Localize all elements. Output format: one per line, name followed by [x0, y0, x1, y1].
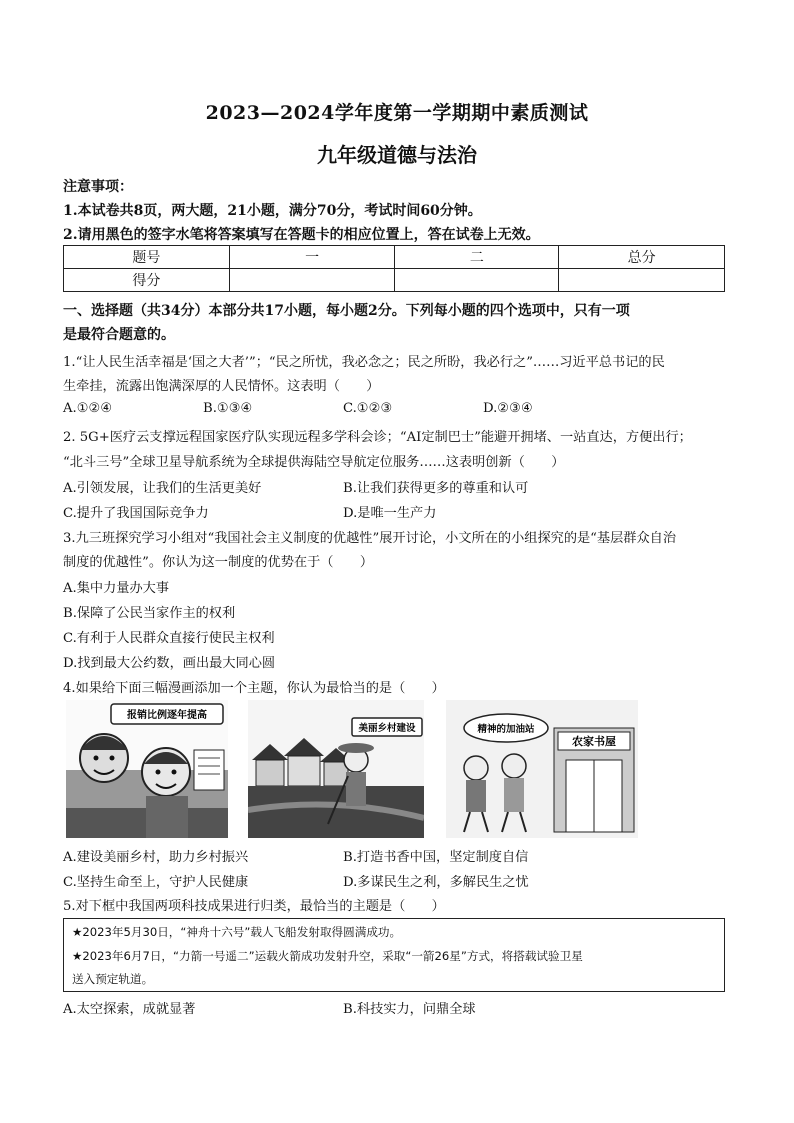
- q3-option-d[interactable]: D.找到最大公约数，画出最大同心圆: [63, 656, 276, 671]
- score-row-label: 得分: [64, 269, 230, 292]
- question-2-stem: 2. 5G+医疗云支撑远程国家医疗队实现远程多学科会诊；“AI定制巴士”能避开拥堵、一站直达，方便出行；: [63, 430, 692, 445]
- question-1-stem-cont: 生牵挂，流露出饱满深厚的人民情怀。这表明（ ）: [63, 379, 380, 394]
- q5-material-box: [63, 918, 725, 992]
- q1-option-a[interactable]: A.①②④: [63, 401, 113, 416]
- note-item: 2.请用黑色的签字水笔将答案填写在答题卡的相应位置上，答在试卷上无效。: [63, 227, 540, 243]
- q3-option-b[interactable]: B.保障了公民当家作主的权利: [63, 606, 236, 621]
- q1-option-c[interactable]: C.①②③: [343, 401, 393, 416]
- score-cell[interactable]: [559, 269, 725, 292]
- q4-option-d[interactable]: D.多谋民生之利，多解民生之忧: [343, 875, 529, 890]
- question-2-stem-cont: “北斗三号”全球卫星导航系统为全球提供海陆空导航定位服务……这表明创新（ ）: [63, 455, 565, 470]
- comic-label-medical: 报销比例逐年提高: [127, 710, 207, 721]
- comic-label-bookstore: 农家书屋: [572, 735, 616, 748]
- q5-material-line: 送入预定轨道。: [72, 972, 154, 986]
- comic-village-illustration: [248, 700, 424, 838]
- q3-option-a[interactable]: A.集中力量办大事: [63, 581, 170, 596]
- score-header: 题号: [64, 246, 230, 269]
- q2-option-c[interactable]: C.提升了我国国际竞争力: [63, 506, 209, 521]
- score-table: [63, 245, 725, 292]
- question-1-stem: 1.“让人民生活幸福是‘国之大者’”；“民之所忧，我必念之；民之所盼，我必行之”……习近平总书记的民: [63, 355, 665, 370]
- comic-bookstore-illustration: [446, 700, 638, 838]
- q2-option-a[interactable]: A.引领发展，让我们的生活更美好: [63, 481, 262, 496]
- q3-option-c[interactable]: C.有利于人民群众直接行使民主权利: [63, 631, 275, 646]
- q5-material-line: ★2023年5月30日，“神舟十六号”载人飞船发射取得圆满成功。: [72, 925, 402, 939]
- q5-option-b[interactable]: B.科技实力，问鼎全球: [343, 1002, 476, 1017]
- score-cell[interactable]: [395, 269, 559, 292]
- score-cell[interactable]: [229, 269, 395, 292]
- question-4-stem: 4.如果给下面三幅漫画添加一个主题，你认为最恰当的是（ ）: [63, 681, 445, 696]
- exam-title: 2023—2024学年度第一学期期中素质测试: [205, 102, 589, 124]
- note-item: 1.本试卷共8页，两大题，21小题，满分70分，考试时间60分钟。: [63, 203, 482, 219]
- comic-medical-illustration: [66, 700, 228, 838]
- comic-label-village: 美丽乡村建设: [358, 723, 416, 734]
- q5-option-a[interactable]: A.太空探索，成就显著: [63, 1002, 196, 1017]
- q5-material-line: ★2023年6月7日，“力箭一号遥二”运载火箭成功发射升空，采取“一箭26星”方式，将搭载试验卫星: [72, 949, 583, 963]
- q1-option-b[interactable]: B.①③④: [203, 401, 253, 416]
- score-header: 二: [395, 246, 559, 269]
- question-5-stem: 5.对下框中我国两项科技成果进行归类，最恰当的主题是（ ）: [63, 899, 445, 914]
- exam-subtitle: 九年级道德与法治: [317, 143, 477, 167]
- score-header: 总分: [559, 246, 725, 269]
- q1-option-d[interactable]: D.②③④: [483, 401, 533, 416]
- comic-label-spirit: 精神的加油站: [477, 724, 535, 735]
- notes-heading: 注意事项：: [63, 179, 133, 195]
- comic-panel-village: [248, 700, 424, 838]
- q4-option-b[interactable]: B.打造书香中国，坚定制度自信: [343, 850, 529, 865]
- comic-panel-medical: [66, 700, 228, 838]
- q4-option-a[interactable]: A.建设美丽乡村，助力乡村振兴: [63, 850, 249, 865]
- section-heading-cont: 是最符合题意的。: [63, 327, 175, 343]
- comic-panel-bookstore: [446, 700, 638, 838]
- q4-option-c[interactable]: C.坚持生命至上，守护人民健康: [63, 875, 249, 890]
- section-heading: 一、选择题（共34分）本部分共17小题，每小题2分。下列每小题的四个选项中，只有一项: [63, 303, 630, 319]
- q2-option-b[interactable]: B.让我们获得更多的尊重和认可: [343, 481, 529, 496]
- question-3-stem: 3.九三班探究学习小组对“我国社会主义制度的优越性”展开讨论，小文所在的小组探究的是“基层群众自治: [63, 531, 677, 546]
- q2-option-d[interactable]: D.是唯一生产力: [343, 506, 437, 521]
- question-3-stem-cont: 制度的优越性”。你认为这一制度的优势在于（ ）: [63, 555, 374, 570]
- score-header: 一: [229, 246, 395, 269]
